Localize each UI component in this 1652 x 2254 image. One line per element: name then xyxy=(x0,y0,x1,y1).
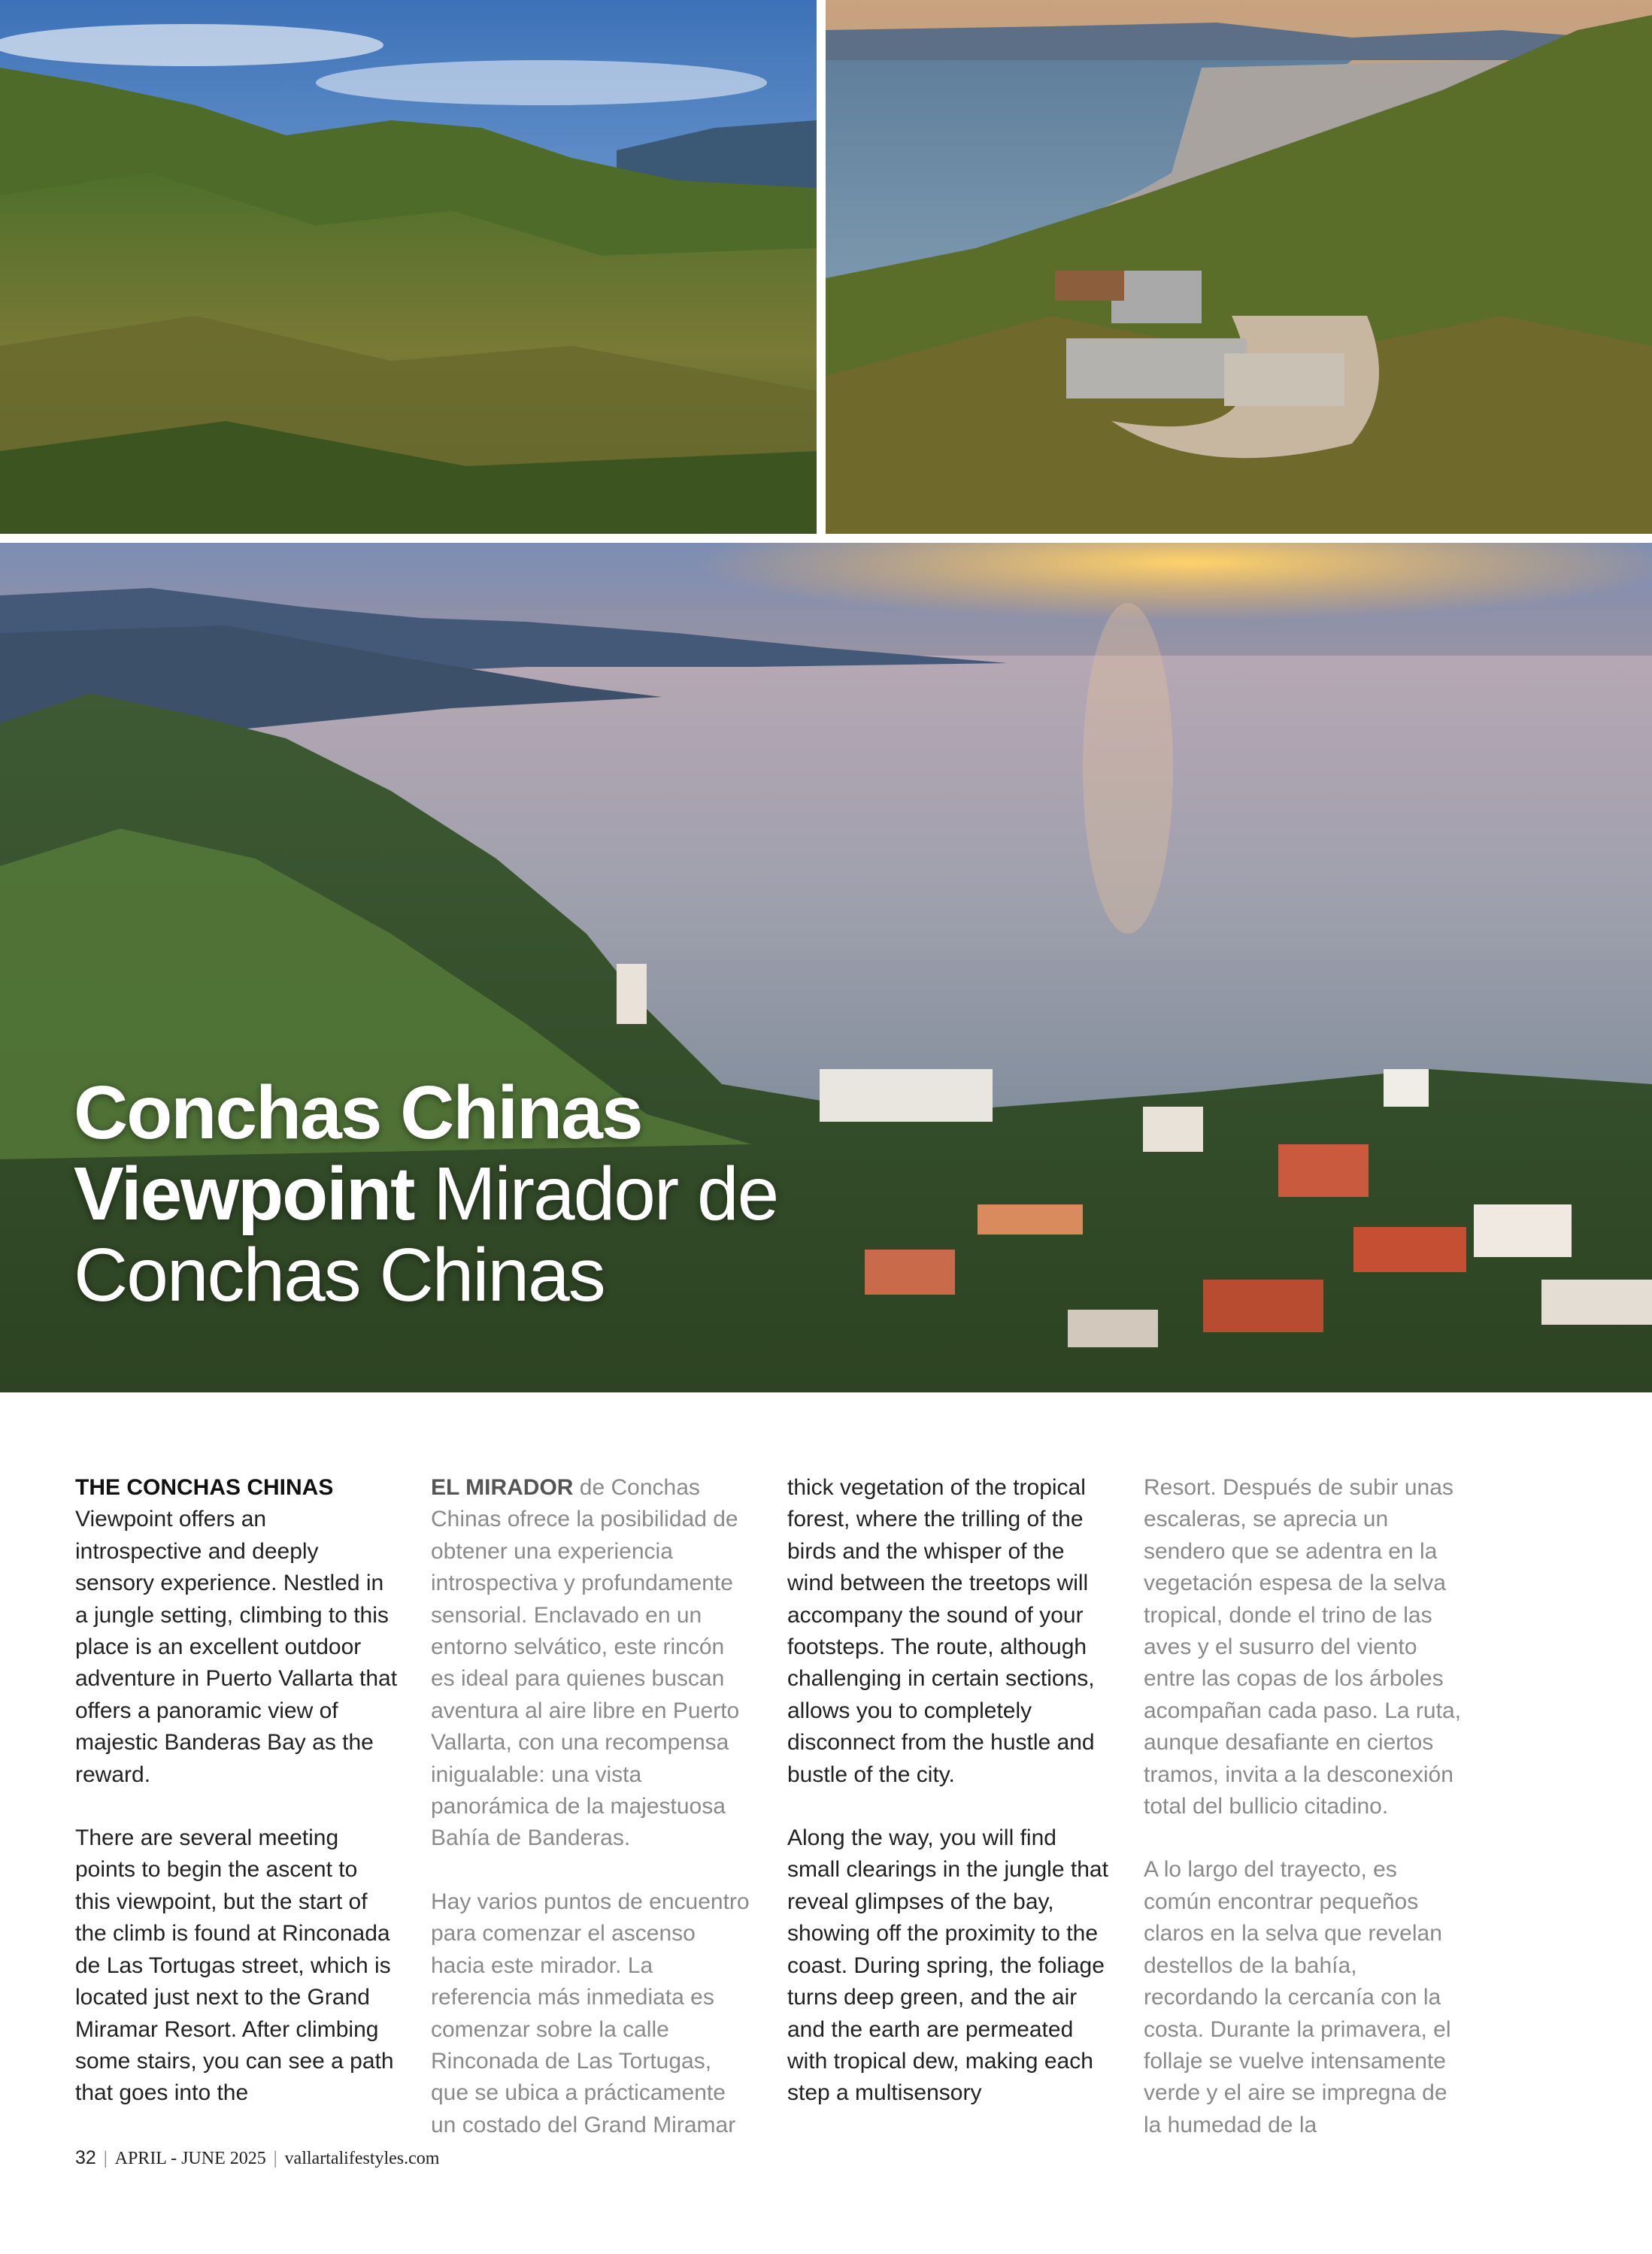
article-column-english-1 xyxy=(75,1472,399,2110)
article-column-spanish-1 xyxy=(431,1472,754,2141)
paragraph: A lo largo del trayecto, es común encontrar pequeños claros en la selva que revelan destellos de la bahía, recordando la cercanía con la costa. Durante la primavera, el follaje se vuelve intensamente verde y el aire se impregna de la humedad de la xyxy=(1144,1857,1451,2137)
paragraph xyxy=(75,1472,399,1791)
page-number: 32 xyxy=(75,2147,96,2168)
headline-line-3 xyxy=(74,1235,976,1316)
footer-separator: | xyxy=(273,2149,277,2168)
website-link[interactable]: vallartalifestyles.com xyxy=(284,2149,440,2168)
headline-title-es-1: Mirador de xyxy=(433,1152,778,1236)
paragraph-text: de Conchas Chinas ofrece la posibilidad de obtener una experiencia introspectiva y profundamente sensorial. Enclavado en un entorno selvático, este rincón es ideal para quienes buscan aventura al aire libre en Puerto Vallarta, con una recompensa inigualable: una vista panorámica de la majestuosa Bahía de Banderas. xyxy=(431,1475,740,1851)
footer-separator: | xyxy=(103,2149,108,2168)
paragraph: Hay varios puntos de encuentro para comenzar el ascenso hacia este mirador. La referencia más inmediata es comenzar sobre la calle Rinconada de Las Tortugas, que se ubica a prácticamente un costado del Grand Miramar xyxy=(431,1889,750,2137)
paragraph-text: Viewpoint offers an introspective and deeply sensory experience. Nestled in a jungle setting, climbing to this place is an excellent outdoor adventure in Puerto Vallarta that offers a panoramic view of majestic Banderas Bay as the reward. xyxy=(75,1507,398,1787)
article-column-spanish-2 xyxy=(1144,1472,1467,2141)
headline-title-es-2: Conchas Chinas xyxy=(74,1233,605,1317)
article-headline xyxy=(74,1072,976,1316)
page-footer xyxy=(75,2147,439,2169)
paragraph xyxy=(431,1472,754,1855)
paragraph: There are several meeting points to begin the ascent to this viewpoint, but the start of the climb is found at Rinconada de Las Tortugas street, which is located just next to the Grand Miramar Resort. After climbing some stairs, you can see a path that goes into the xyxy=(75,1825,394,2106)
paragraph: Resort. Después de subir unas escaleras, se aprecia un sendero que se adentra en la vegetación espesa de la selva tropical, donde el trino de las aves y el susurro del viento entre las copas de los árboles acompañan cada paso. La ruta, aunque desafiante en ciertos tramos, invita a la desconexión total del bullicio citadino. xyxy=(1144,1475,1461,1819)
headline-title-en-2: Viewpoint xyxy=(74,1152,414,1236)
headline-title-en-1: Conchas Chinas xyxy=(74,1071,642,1155)
photo-viewpoint-platform xyxy=(826,0,1652,534)
lead-in: EL MIRADOR xyxy=(431,1475,574,1500)
paragraph: thick vegetation of the tropical forest, where the trilling of the birds and the whisper of the wind between the treetops will accompany the sound of your footsteps. The route, although challenging in certain sections, allows you to completely disconnect from the hustle and bustle of the city. xyxy=(787,1475,1095,1787)
headline-line-2 xyxy=(74,1153,976,1235)
paragraph: Along the way, you will find small clearings in the jungle that reveal glimpses of the bay, showing off the proximity to the coast. During spring, the foliage turns deep green, and the air and the earth are permeated with tropical dew, making each step a multisensory xyxy=(787,1825,1108,2106)
article-column-english-2 xyxy=(787,1472,1111,2110)
photo-jungle-mountains xyxy=(0,0,817,534)
lead-in: THE CONCHAS CHINAS xyxy=(75,1475,334,1500)
issue-date: APRIL - JUNE 2025 xyxy=(114,2149,266,2168)
headline-line-1 xyxy=(74,1072,976,1153)
